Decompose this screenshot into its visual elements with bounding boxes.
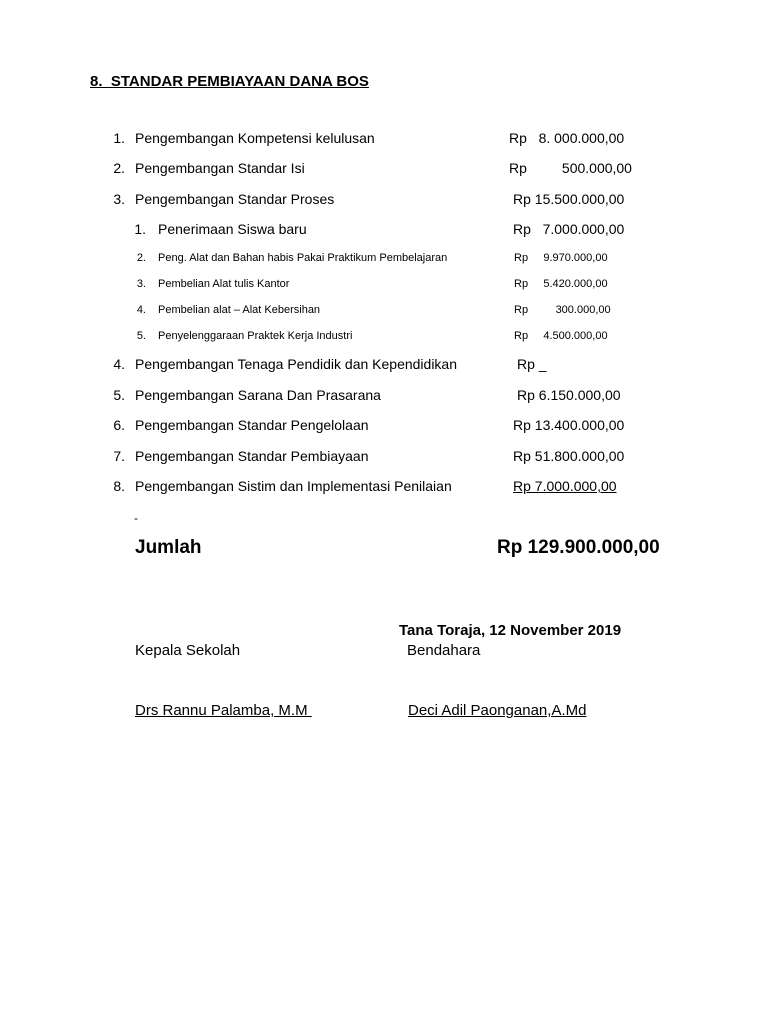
item-number: 2. <box>113 160 125 176</box>
subitem-amount: Rp 5.420.000,00 <box>514 278 608 290</box>
subitem-number: 5. <box>136 330 146 342</box>
item-amount: Rp _ <box>517 356 547 372</box>
dash-mark: - <box>134 511 138 525</box>
right-signatory-role: Bendahara <box>407 642 481 659</box>
item-amount: Rp 51.800.000,00 <box>513 448 625 464</box>
item-amount: Rp 6.150.000,00 <box>517 387 621 403</box>
item-label: Pengembangan Standar Pembiayaan <box>135 448 369 464</box>
item-label: Pengembangan Tenaga Pendidik dan Kependidikan <box>135 356 458 372</box>
left-signatory-name: Drs Rannu Palamba, M.M <box>135 702 312 719</box>
subitem-amount: Rp 300.000,00 <box>514 304 611 316</box>
item-label: Pengembangan Kompetensi kelulusan <box>135 130 375 146</box>
subitem-label: Pembelian Alat tulis Kantor <box>158 278 290 290</box>
item-number: 4. <box>113 356 125 372</box>
left-signatory-role: Kepala Sekolah <box>135 642 241 659</box>
total-label: Jumlah <box>135 537 202 558</box>
subitem-amount: Rp 9.970.000,00 <box>514 252 608 264</box>
item-label: Pengembangan Standar Proses <box>135 191 335 207</box>
item-amount: Rp 7.000.000,00 <box>513 478 617 494</box>
item-amount: Rp 15.500.000,00 <box>513 191 625 207</box>
subitem-number: 1. <box>134 221 146 237</box>
subitem-amount: Rp 4.500.000,00 <box>514 330 608 342</box>
item-number: 8. <box>113 478 125 494</box>
subitem-number: 4. <box>136 304 146 316</box>
item-number: 3. <box>113 191 125 207</box>
subitem-label: Pembelian alat – Alat Kebersihan <box>158 304 321 316</box>
item-amount: Rp 13.400.000,00 <box>513 417 625 433</box>
item-number: 1. <box>113 130 125 146</box>
right-signatory-name: Deci Adil Paonganan,A.Md <box>408 702 587 719</box>
place-date: Tana Toraja, 12 November 2019 <box>399 622 622 639</box>
subitem-number: 3. <box>136 278 146 290</box>
subitem-label: Penyelenggaraan Praktek Kerja Industri <box>158 330 353 342</box>
item-label: Pengembangan Sarana Dan Prasarana <box>135 387 381 403</box>
section-heading: 8. STANDAR PEMBIAYAAN DANA BOS <box>90 73 369 90</box>
item-label: Pengembangan Standar Pengelolaan <box>135 417 369 433</box>
subitem-label: Peng. Alat dan Bahan habis Pakai Praktikum Pembelajaran <box>158 252 448 264</box>
item-label: Pengembangan Sistim dan Implementasi Penilaian <box>135 478 452 494</box>
item-amount: Rp 8. 000.000,00 <box>509 130 625 146</box>
item-label: Pengembangan Standar Isi <box>135 160 305 176</box>
subitem-label: Penerimaan Siswa baru <box>158 221 307 237</box>
subitem-amount: Rp 7.000.000,00 <box>513 221 625 237</box>
total-amount: Rp 129.900.000,00 <box>497 537 660 558</box>
item-number: 6. <box>113 417 125 433</box>
subitem-number: 2. <box>136 252 146 264</box>
item-amount: Rp 500.000,00 <box>509 160 632 176</box>
item-number: 5. <box>113 387 125 403</box>
item-number: 7. <box>113 448 125 464</box>
